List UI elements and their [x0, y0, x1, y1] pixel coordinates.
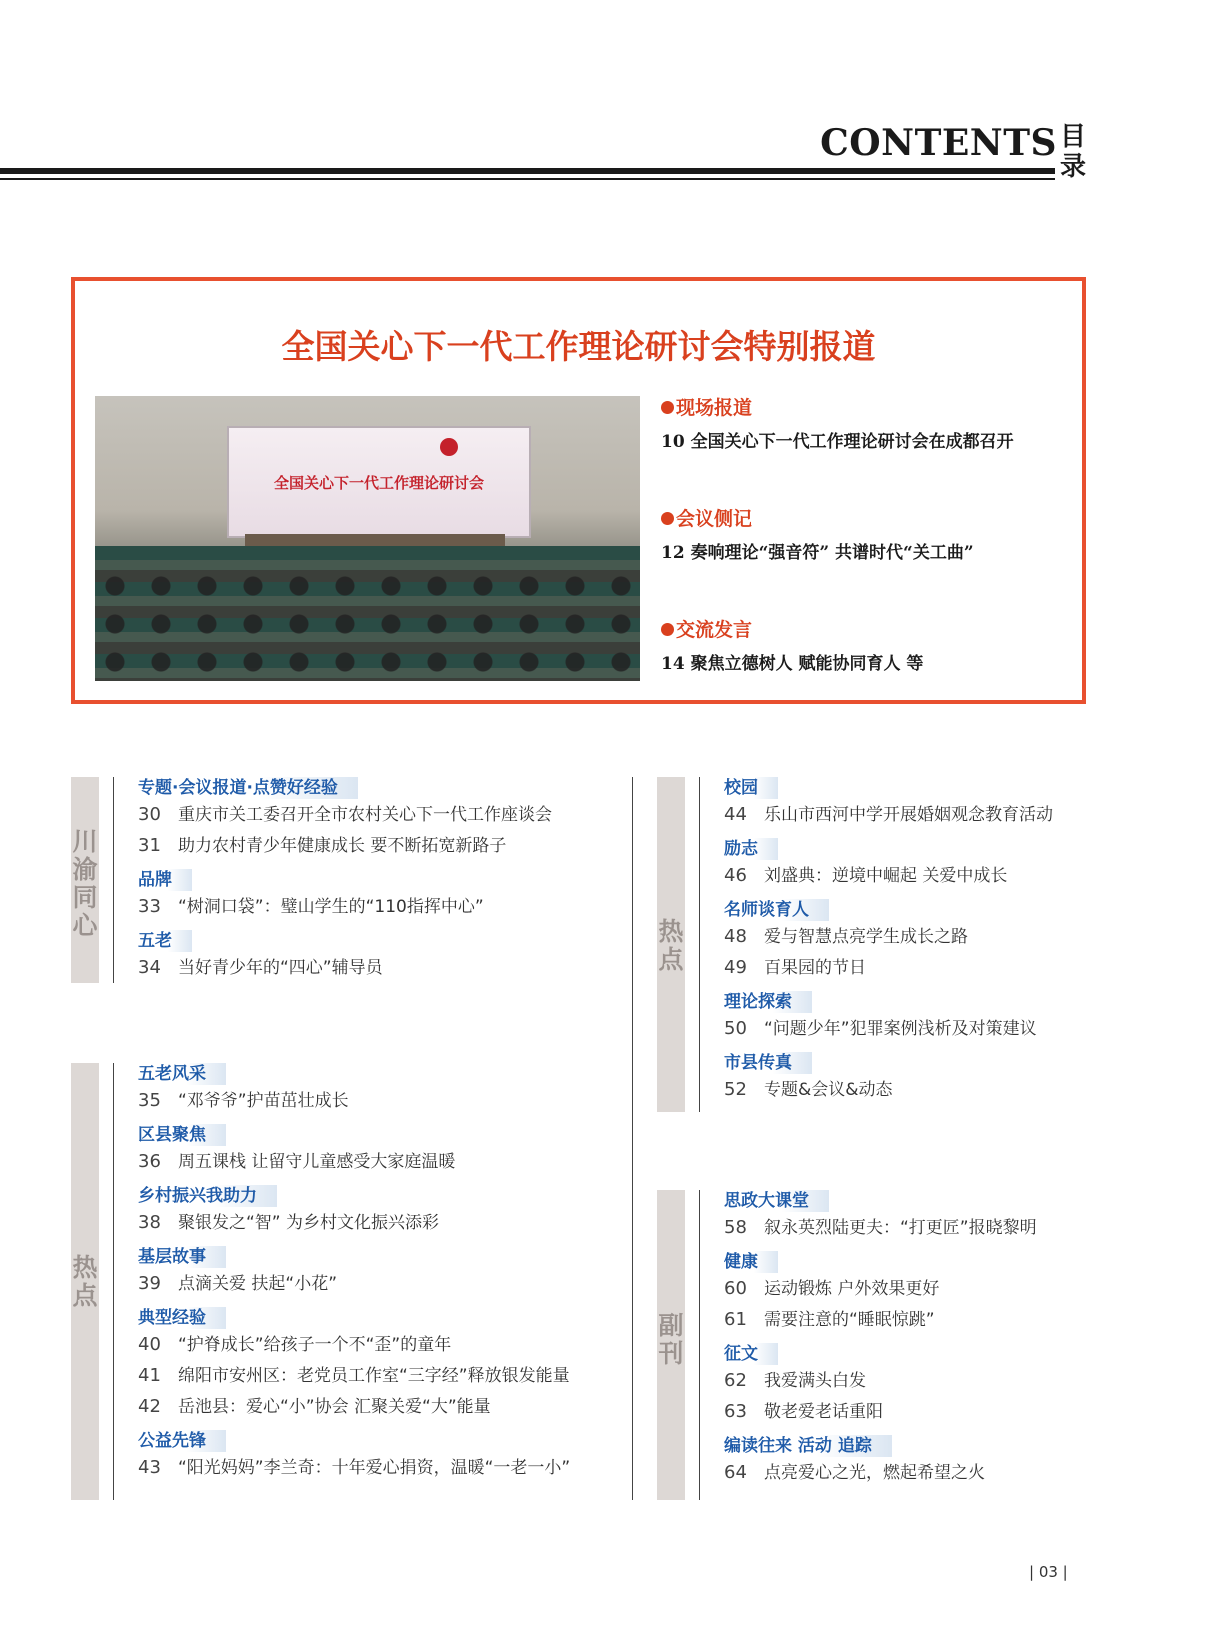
toc-item[interactable] [138, 799, 552, 830]
toc-title: 点亮爱心之光，燃起希望之火 [764, 1463, 985, 1483]
toc-title: 叙永英烈陆更夫：“打更匠”报晓黎明 [764, 1218, 1037, 1238]
toc-page: 35 [138, 1090, 161, 1111]
toc-item[interactable] [724, 1365, 1037, 1396]
toc-title: 刘盛典：逆境中崛起 关爱中成长 [764, 866, 1008, 886]
toc-item[interactable] [724, 1212, 1037, 1243]
bullet-icon [661, 512, 674, 525]
toc-item[interactable] [138, 1268, 570, 1299]
toc-section: 乡村振兴我助力 [138, 1185, 277, 1207]
divider-line [699, 777, 700, 1112]
toc-section: 品牌 [138, 869, 192, 891]
conference-photo [95, 396, 640, 681]
toc-page: 46 [724, 865, 747, 886]
toc-section: 编读往来 活动 追踪 [724, 1435, 892, 1457]
divider-line [113, 777, 114, 983]
feature-items [661, 393, 1081, 726]
toc-page: 33 [138, 896, 161, 917]
toc-item[interactable] [724, 1074, 1053, 1105]
feature-line: 12 奏响理论“强音符” 共谱时代“关工曲” [661, 543, 974, 563]
toc-item[interactable] [138, 1329, 570, 1360]
toc-item[interactable] [724, 860, 1053, 891]
divider-line [699, 1190, 700, 1500]
feature-section: 交流发言 [676, 619, 753, 641]
header-rule-thin [0, 178, 1055, 180]
sidebar-label: 副刊 [658, 1311, 684, 1368]
toc-title: 爱与智慧点亮学生成长之路 [764, 927, 968, 947]
toc-item[interactable] [138, 891, 552, 922]
toc-title: 助力农村青少年健康成长 要不断拓宽新路子 [178, 836, 507, 856]
feature-item[interactable] [661, 393, 1081, 452]
toc-title: “树洞口袋”：璧山学生的“110指挥中心” [178, 897, 484, 917]
toc-page: 36 [138, 1151, 161, 1172]
divider-line [113, 1063, 114, 1500]
toc-title: 绵阳市安州区：老党员工作室“三字经”释放银发能量 [178, 1366, 570, 1386]
toc-section: 理论探索 [724, 991, 812, 1013]
toc-title: “护脊成长”给孩子一个不“歪”的童年 [178, 1335, 452, 1355]
toc-page: 50 [724, 1018, 747, 1039]
toc-item[interactable] [138, 1391, 570, 1422]
toc-page: 38 [138, 1212, 161, 1233]
toc-title: 聚银发之“智” 为乡村文化振兴添彩 [178, 1213, 440, 1233]
toc-item[interactable] [138, 830, 552, 861]
feature-item[interactable] [661, 615, 1081, 674]
column-divider [632, 777, 633, 1500]
toc-page: 30 [138, 804, 161, 825]
toc-page: 62 [724, 1370, 747, 1391]
logo-icon [440, 438, 458, 456]
toc-group-left-top [138, 777, 552, 983]
toc-item[interactable] [724, 952, 1053, 983]
toc-page: 42 [138, 1396, 161, 1417]
toc-title: “阳光妈妈”李兰奇：十年爱心捐资，温暖“一老一小” [178, 1458, 571, 1478]
toc-page: 52 [724, 1079, 747, 1100]
bullet-icon [661, 623, 674, 636]
toc-group-right-bottom [724, 1190, 1037, 1488]
toc-title: 点滴关爱 扶起“小花” [178, 1274, 338, 1294]
toc-title: 百果园的节日 [764, 958, 866, 978]
toc-item[interactable] [724, 1457, 1037, 1488]
toc-item[interactable] [138, 1207, 570, 1238]
toc-item[interactable] [724, 1396, 1037, 1427]
toc-title: 周五课栈 让留守儿童感受大家庭温暖 [178, 1152, 456, 1172]
feature-line: 10 全国关心下一代工作理论研讨会在成都召开 [661, 432, 1014, 452]
feature-section: 现场报道 [676, 397, 753, 419]
toc-section: 健康 [724, 1251, 778, 1273]
page-number: | 03 | [1029, 1563, 1068, 1581]
toc-page: 60 [724, 1278, 747, 1299]
toc-item[interactable] [724, 1273, 1037, 1304]
toc-section: 专题·会议报道·点赞好经验 [138, 777, 358, 799]
toc-group-right-top [724, 777, 1053, 1105]
contents-title-cn: 目录 [1060, 122, 1087, 182]
toc-title: 运动锻炼 户外效果更好 [764, 1279, 940, 1299]
toc-group-left-bottom [138, 1063, 570, 1483]
toc-title: “问题少年”犯罪案例浅析及对策建议 [764, 1019, 1037, 1039]
toc-title: 我爱满头白发 [764, 1371, 866, 1391]
toc-page: 63 [724, 1401, 747, 1422]
toc-page: 49 [724, 957, 747, 978]
toc-item[interactable] [724, 921, 1053, 952]
toc-item[interactable] [724, 1304, 1037, 1335]
toc-item[interactable] [138, 952, 552, 983]
feature-line: 14 聚焦立德树人 赋能协同育人 等 [661, 654, 924, 674]
toc-page: 39 [138, 1273, 161, 1294]
sidebar-label: 热点 [658, 917, 684, 974]
toc-page: 64 [724, 1462, 747, 1483]
toc-section: 五老风采 [138, 1063, 226, 1085]
toc-title: “邓爷爷”护苗茁壮成长 [178, 1091, 349, 1111]
toc-title: 需要注意的“睡眠惊跳” [764, 1310, 935, 1330]
contents-title: CONTENTS [820, 122, 1057, 164]
toc-page: 43 [138, 1457, 161, 1478]
toc-section: 区县聚焦 [138, 1124, 226, 1146]
photo-screen [227, 426, 531, 538]
toc-section: 名师谈育人 [724, 899, 829, 921]
photo-audience-heads [95, 566, 640, 681]
toc-item[interactable] [138, 1360, 570, 1391]
toc-section: 公益先锋 [138, 1430, 226, 1452]
toc-section: 市县传真 [724, 1052, 812, 1074]
toc-page: 31 [138, 835, 161, 856]
toc-page: 40 [138, 1334, 161, 1355]
toc-section: 五老 [138, 930, 192, 952]
photo-screen-text: 全国关心下一代工作理论研讨会 [273, 474, 484, 492]
toc-page: 58 [724, 1217, 747, 1238]
toc-item[interactable] [138, 1452, 570, 1483]
toc-page: 61 [724, 1309, 747, 1330]
toc-item[interactable] [138, 1146, 570, 1177]
feature-item[interactable] [661, 504, 1081, 563]
toc-title: 重庆市关工委召开全市农村关心下一代工作座谈会 [178, 805, 552, 825]
sidebar-label: 热点 [72, 1253, 98, 1310]
toc-section: 励志 [724, 838, 778, 860]
toc-section: 思政大课堂 [724, 1190, 829, 1212]
toc-section: 基层故事 [138, 1246, 226, 1268]
toc-title: 当好青少年的“四心”辅导员 [178, 958, 383, 978]
toc-item[interactable] [138, 1085, 570, 1116]
feature-box [71, 277, 1086, 704]
toc-title: 敬老爱老话重阳 [764, 1402, 883, 1422]
toc-section: 典型经验 [138, 1307, 226, 1329]
toc-page: 41 [138, 1365, 161, 1386]
toc-title: 乐山市西河中学开展婚姻观念教育活动 [764, 805, 1053, 825]
toc-item[interactable] [724, 799, 1053, 830]
header-rule-thick [0, 168, 1055, 174]
toc-title: 专题&会议&动态 [764, 1080, 893, 1100]
toc-page: 48 [724, 926, 747, 947]
feature-section: 会议侧记 [676, 508, 753, 530]
toc-page: 44 [724, 804, 747, 825]
toc-item[interactable] [724, 1013, 1053, 1044]
toc-page: 34 [138, 957, 161, 978]
toc-section: 校园 [724, 777, 778, 799]
bullet-icon [661, 401, 674, 414]
sidebar-label: 川渝同心 [72, 827, 98, 940]
toc-title: 岳池县：爱心“小”协会 汇聚关爱“大”能量 [178, 1397, 491, 1417]
feature-title: 全国关心下一代工作理论研讨会特别报道 [281, 327, 876, 366]
toc-section: 征文 [724, 1343, 778, 1365]
